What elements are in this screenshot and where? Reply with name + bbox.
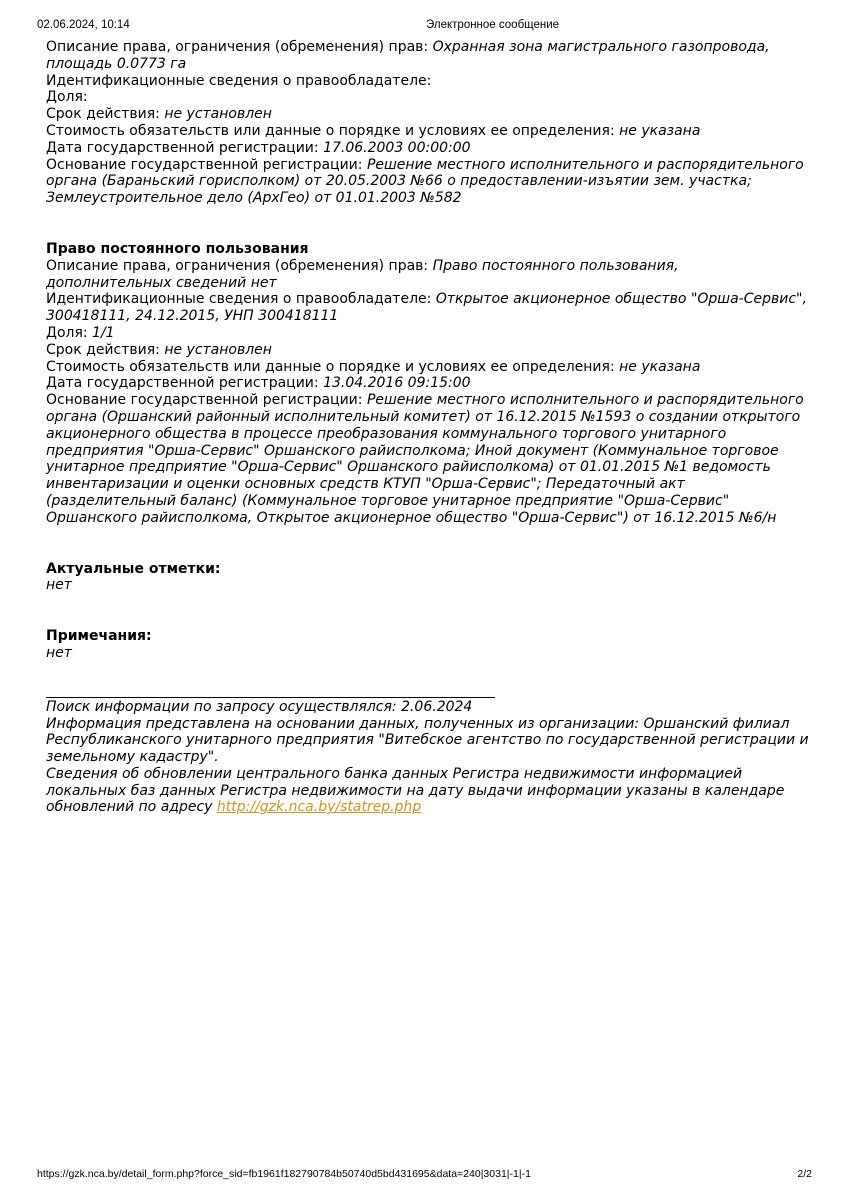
s1-cost-label: Стоимость обязательств или данные о порядке и условиях ее определения:: [46, 122, 615, 139]
s2-share-value: 1/1: [92, 324, 115, 341]
s1-basis-cont-1: органа (Бараньский горисполком) от 20.05.2003 №66 о предоставлении-изъятии зем. участка;: [46, 173, 752, 190]
info-update-1: Сведения об обновлении центрального банка данных Регистра недвижимости информацией: [46, 765, 743, 782]
notes-title: Примечания:: [46, 628, 152, 645]
s2-regdate-line: [46, 375, 816, 392]
info-source-1: Информация представлена на основании данных, полученных из организации: Оршанский филиал: [46, 715, 790, 732]
s1-cost-line: [46, 123, 816, 140]
s2-regdate-value: 13.04.2016 09:15:00: [323, 375, 471, 392]
statrep-link[interactable]: http://gzk.nca.by/statrep.php: [216, 799, 422, 816]
separator-line: [46, 697, 495, 698]
print-title: Электронное сообщение: [426, 19, 560, 31]
s1-regdate-line: [46, 140, 816, 157]
info-update-prefix: обновлений по адресу: [46, 799, 213, 816]
s1-desc-value: Охранная зона магистрального газопровода,: [432, 39, 770, 55]
s2-basis-cont-3: предприятия "Орша-Сервис" Оршанского райисполкома; Иной документ (Коммунальное торговое: [46, 442, 779, 459]
page-number: 2/2: [797, 1168, 812, 1180]
s2-cost-label: Стоимость обязательств или данные о порядке и условиях ее определения:: [46, 358, 615, 375]
spacer: [46, 207, 816, 241]
s1-term-line: [46, 106, 816, 123]
s1-holder-label: Идентификационные сведения о правообладателе:: [46, 72, 432, 89]
s2-basis-cont-5: инвентаризации и оценки основных средств КТУП "Орша-Сервис"; Передаточный акт: [46, 476, 685, 493]
s1-holder-line: [46, 73, 816, 90]
s2-title: Право постоянного пользования: [46, 240, 309, 257]
s2-basis-label: Основание государственной регистрации:: [46, 392, 363, 409]
s2-basis-cont-2: акционерного общества в процессе преобразования коммунального торгового унитарного: [46, 425, 727, 442]
s1-term-label: Срок действия:: [46, 106, 160, 123]
notes-value: нет: [46, 644, 72, 661]
print-datetime: 02.06.2024, 10:14: [37, 19, 130, 31]
info-source-3: земельному кадастру".: [46, 749, 219, 766]
s2-desc-value: Право постоянного пользования,: [432, 257, 679, 274]
s2-holder-value-cont: 300418111, 24.12.2015, УНП 300418111: [46, 308, 339, 325]
s2-desc-label: Описание права, ограничения (обременения) прав:: [46, 257, 429, 274]
marks-value: нет: [46, 577, 72, 594]
s1-basis-label: Основание государственной регистрации:: [46, 156, 363, 173]
spacer: [46, 527, 816, 561]
s2-share-line: [46, 325, 816, 342]
s1-desc-label: Описание права, ограничения (обременения) прав:: [46, 39, 429, 55]
s1-desc-line: [46, 39, 816, 56]
s2-basis-value: Решение местного исполнительного и распорядительного: [366, 392, 804, 409]
s2-desc-line: [46, 258, 816, 275]
s2-holder-label: Идентификационные сведения о правообладателе:: [46, 291, 432, 308]
s2-term-label: Срок действия:: [46, 341, 160, 358]
s1-share-label: Доля:: [46, 89, 88, 106]
info-source-2: Республиканского унитарного предприятия "Витебское агентство по государственной регистрации и: [46, 732, 809, 749]
s1-regdate-value: 17.06.2003 00:00:00: [323, 139, 471, 156]
s2-basis-line: [46, 392, 816, 409]
s2-share-label: Доля:: [46, 324, 88, 341]
s1-basis-line: [46, 157, 816, 174]
s2-basis-cont-1: органа (Оршанский районный исполнительный комитет) от 16.12.2015 №1593 о создании открытого: [46, 408, 801, 425]
s2-cost-value: не указана: [619, 358, 701, 375]
s2-basis-cont-7: Оршанского райисполкома, Открытое акционерное общество "Орша-Сервис") от 16.12.2015 №6/н: [46, 509, 777, 526]
marks-title: Актуальные отметки:: [46, 560, 221, 577]
s1-regdate-label: Дата государственной регистрации:: [46, 139, 319, 156]
page-url: https://gzk.nca.by/detail_form.php?force_sid=fb1961f182790784b50740d5bd431695&data=240|3031|-1|-1: [37, 1168, 531, 1180]
s2-basis-cont-6: (разделительный баланс) (Коммунальное торговое унитарное предприятие "Орша-Сервис": [46, 492, 730, 509]
s2-basis-cont-4: унитарное предприятие "Орша-Сервис" Оршанского райисполкома) от 01.01.2015 №1 ведомость: [46, 459, 771, 476]
s2-term-line: [46, 342, 816, 359]
info-search-date: Поиск информации по запросу осуществлялся: 2.06.2024: [46, 698, 473, 715]
document-body: [46, 39, 816, 816]
s1-desc-value-cont: площадь 0.0773 га: [46, 55, 187, 72]
s1-basis-value: Решение местного исполнительного и распорядительного: [366, 156, 804, 173]
spacer: [46, 662, 816, 696]
s1-term-value: не установлен: [164, 106, 272, 123]
s1-basis-cont-2: Землеустроительное дело (АрхГео) от 01.01.2003 №582: [46, 190, 462, 207]
s2-regdate-label: Дата государственной регистрации:: [46, 375, 319, 392]
s2-desc-value-cont: дополнительных сведений нет: [46, 274, 277, 291]
s2-holder-value: Открытое акционерное общество "Орша-Сервис",: [435, 291, 807, 308]
spacer: [46, 594, 816, 628]
s2-term-value: не установлен: [164, 341, 272, 358]
s1-share-line: [46, 89, 816, 106]
s1-cost-value: не указана: [619, 122, 701, 139]
info-update-2: локальных баз данных Регистра недвижимости на дату выдачи информации указаны в календаре: [46, 782, 785, 799]
s2-cost-line: [46, 359, 816, 376]
s2-holder-line: [46, 291, 816, 308]
info-update-3: [46, 799, 816, 816]
